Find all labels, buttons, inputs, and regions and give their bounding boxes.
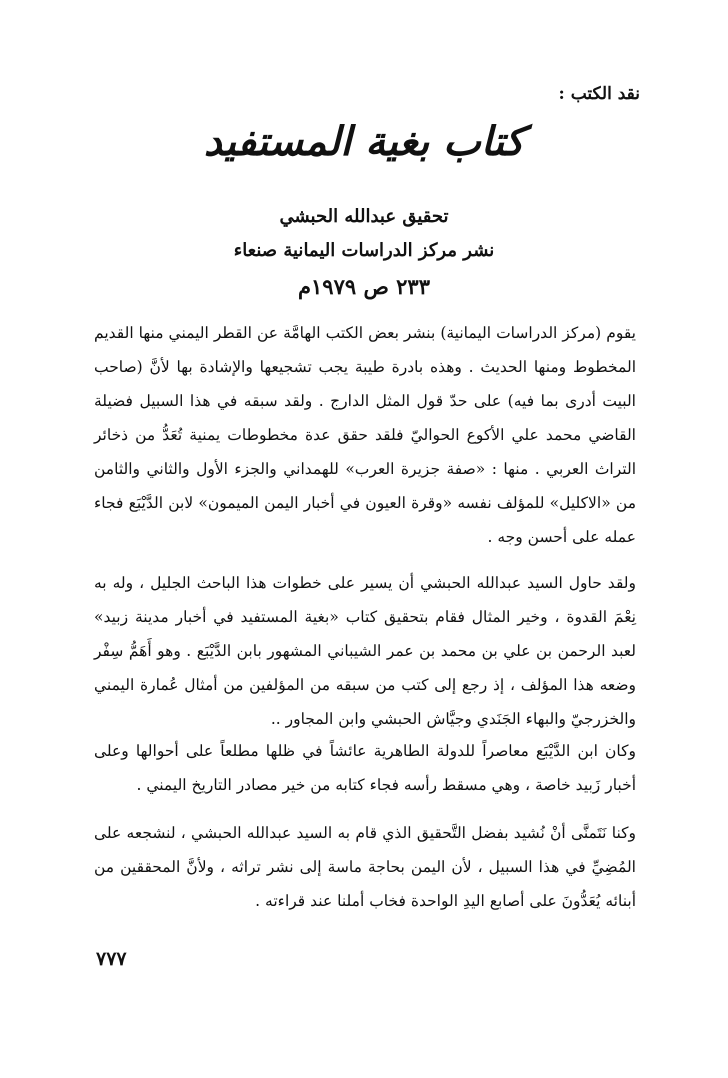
section-label: نقد الكتب : xyxy=(558,84,640,104)
paragraph-1: يقوم (مركز الدراسات اليمانية) بنشر بعض الكتب الهامَّة عن القطر اليمني منها القديم المخطوط ومنها الحديث . وهذه بادرة طيبة يجب تشجيعها والإشادة بها لأنَّ (صاحب البيت أدرى بما فيه) على حدّ قول المثل الدارج . ولقد سبقه في هذا السبيل فضيلة القاضي محمد علي الأكوع الحواليّ فلقد حقق عدة مخطوطات يمنية تُعَدُّ من ذخائر التراث العربي . منها : «صفة جزيرة العرب» للهمداني والجزء الأول والثاني والثامن من «الاكليل» للمؤلف نفسه «وقرة العيون في أخبار اليمن الميمون» لابن الدَّيْبَع فجاء عمله على أحسن وجه . xyxy=(94,324,636,546)
book-title: كتاب بغية المستفيد xyxy=(203,118,525,165)
paragraph-2: ولقد حاول السيد عبدالله الحبشي أن يسير على خطوات هذا الباحث الجليل ، وله به نِعْمَ القدوة ، وخير المثال فقام بتحقيق كتاب «بغية المستفيد في أخبار مدينة زبيد» لعبد الرحمن بن علي بن محمد بن عمر الشيباني المشهور بابن الدَّيْبَع . وهو أَهَمُّ سِفْر وضعه هذا المؤلف ، إذ رجع إلى كتب من سبقه من المؤلفين من أمثال عُمارة اليمني والخزرجيّ والبهاء الجَنَدي وجيَّاش الحبشي وابن المجاور .. xyxy=(94,574,636,728)
paragraph-4: وكنا نَتَمنَّى أنْ نُشيد بفضل التَّحقيق الذي قام به السيد عبدالله الحبشي ، لنشجعه على المُضِيِّ في هذا السبيل ، لأن اليمن بحاجة ماسة إلى نشر تراثه ، ولأنَّ المحققين من أبنائه يُعَدُّونَ على أصابع اليدِ الواحدة فخاب أملنا عند قراءته . xyxy=(94,824,636,910)
book-metadata xyxy=(0,200,728,306)
page-number: ٧٧٧ xyxy=(96,948,127,970)
paragraph-3: وكان ابن الدَّيْبَع معاصراً للدولة الطاهرية عائشاً في ظلها مطلعاً على أحوالها وعلى أخبار زَبيد خاصة ، وهي مسقط رأسه فجاء كتابه من خير مصادر التاريخ اليمني . xyxy=(94,742,636,794)
editor-line: تحقيق عبدالله الحبشي xyxy=(279,206,449,227)
publisher-line: نشر مركز الدراسات اليمانية صنعاء xyxy=(233,240,495,261)
pages-year-line: ٢٣٣ ص ١٩٧٩م xyxy=(298,274,430,299)
